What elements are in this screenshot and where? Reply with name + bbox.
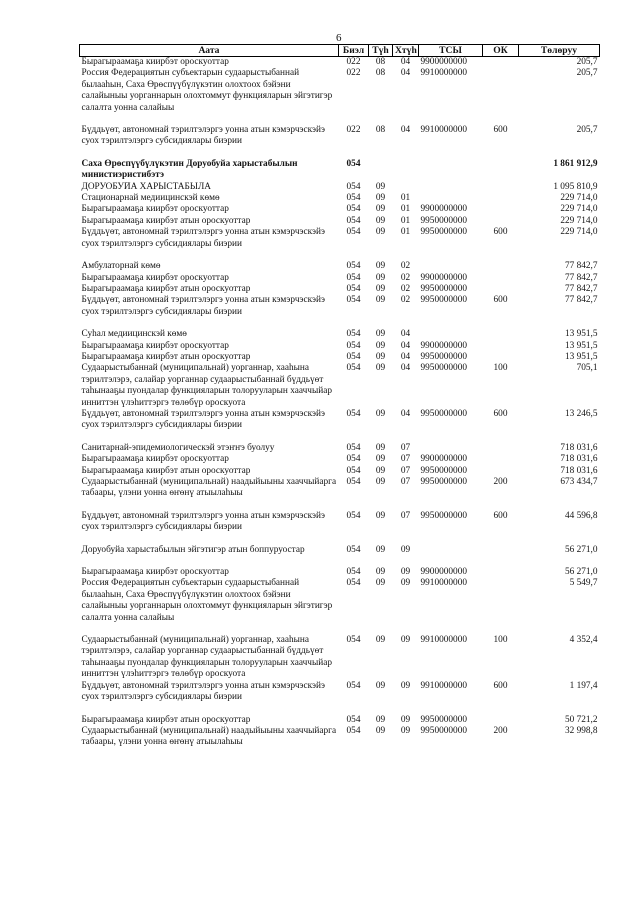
cell-ok: 600 [493, 295, 508, 306]
cell-name: Бырагыраамаҕа киирбэт ороскуоттар [81, 567, 229, 578]
cell-biel: 054 [346, 227, 361, 238]
cell-tyh: 09 [375, 454, 386, 465]
cell-tsy: 9910000000 [420, 125, 467, 136]
cell-name: Судаарыстыбаннай (муниципальнай) уорганнар, хааһына тэрилтэлэрэ, салайар уорганнар судаарыстыбаннай бүддьүөт таһынааҕы пуондалар функцияларын толорууларын хааччыйар инниттэн үлэһиттэргэ төлөбүр ороскуота [81, 635, 332, 680]
cell-value: 13 951,5 [564, 340, 598, 351]
cell-tyh [369, 159, 393, 182]
table-row [80, 204, 600, 215]
spacer-row [80, 148, 600, 159]
cell-tsy: 9950000000 [420, 465, 467, 476]
cell-khtyh: 02 [400, 261, 411, 272]
cell-ok [483, 443, 519, 454]
header-tyh: Түһ [369, 45, 393, 57]
cell-khtyh: 04 [400, 351, 411, 362]
table-row [80, 284, 600, 295]
cell-biel: 022 [346, 68, 361, 79]
cell-khtyh: 01 [400, 204, 411, 215]
cell-tyh: 09 [375, 635, 386, 646]
cell-name: Бырагыраамаҕа киирбэт атын ороскуоттар [81, 351, 251, 362]
cell-biel: 054 [346, 680, 361, 691]
cell-khtyh: 09 [400, 635, 411, 646]
cell-khtyh: 01 [400, 227, 411, 238]
cell-tsy [419, 443, 483, 454]
cell-khtyh: 01 [400, 215, 411, 226]
cell-ok [483, 715, 519, 726]
cell-name: Судаарыстыбаннай (муниципальнай) наадыйыыны хааччыйарга табаары, үлэни уонна өҥөнү атыылаһыы [81, 725, 337, 748]
cell-tyh: 09 [375, 351, 386, 362]
cell-khtyh: 07 [400, 510, 411, 521]
cell-ok [483, 567, 519, 578]
table-row [80, 352, 600, 363]
cell-tyh: 09 [375, 283, 386, 294]
cell-name: Бырагыраамаҕа киирбэт ороскуоттар [81, 272, 229, 283]
cell-biel: 054 [346, 408, 361, 419]
cell-value: 4 352,4 [569, 635, 598, 646]
table-row [80, 329, 600, 340]
cell-tsy [419, 182, 483, 193]
cell-biel: 022 [346, 125, 361, 136]
cell-khtyh: 09 [400, 544, 411, 555]
cell-tsy: 9950000000 [420, 283, 467, 294]
cell-name: Бырагыраамаҕа киирбэт атын ороскуоттар [81, 215, 251, 226]
cell-value: 205,7 [576, 57, 598, 67]
table-row [80, 409, 600, 432]
cell-tyh: 09 [375, 181, 386, 192]
cell-khtyh: 04 [400, 329, 411, 340]
cell-value: 50 721,2 [564, 714, 598, 725]
cell-khtyh: 02 [400, 272, 411, 283]
header-ok: ОК [483, 45, 519, 57]
spacer-cell [80, 500, 600, 511]
table-row [80, 363, 600, 409]
table-row [80, 125, 600, 148]
cell-ok [483, 68, 519, 114]
cell-value: 77 842,7 [564, 283, 598, 294]
cell-tyh: 09 [375, 477, 386, 487]
cell-tsy [419, 261, 483, 272]
cell-tyh: 09 [375, 714, 386, 725]
table-row [80, 57, 600, 69]
table-row [80, 68, 600, 114]
cell-value: 718 031,6 [560, 465, 598, 476]
cell-tsy: 9910000000 [420, 635, 467, 646]
table-row [80, 295, 600, 318]
cell-name: Бырагыраамаҕа киирбэт ороскуоттар [81, 340, 229, 351]
cell-name: Бырагыраамаҕа киирбэт атын ороскуоттар [81, 465, 251, 476]
spacer-cell [80, 624, 600, 635]
cell-khtyh: 04 [400, 408, 411, 419]
cell-biel: 054 [346, 193, 361, 204]
cell-tyh: 08 [375, 68, 386, 79]
cell-biel: 054 [346, 351, 361, 362]
spacer-row [80, 250, 600, 261]
cell-name: Доруобуйа харыстабылын эйгэтигэр атын боппуруостар [81, 544, 305, 555]
cell-value: 5 549,7 [569, 578, 598, 589]
table-row [80, 454, 600, 465]
cell-tyh: 09 [375, 340, 386, 351]
cell-tsy [419, 545, 483, 556]
spacer-cell [80, 114, 600, 125]
cell-value: 229 714,0 [560, 227, 598, 238]
cell-tsy: 9900000000 [420, 204, 467, 215]
cell-tsy: 9900000000 [420, 340, 467, 351]
cell-value: 229 714,0 [560, 204, 598, 215]
cell-tsy [419, 329, 483, 340]
cell-khtyh: 09 [400, 725, 411, 736]
table-row [80, 726, 600, 749]
table-row [80, 578, 600, 624]
cell-name: Бүддьүөт, автономнай тэрилтэлэргэ уонна атын кэмэрчэскэйэ суох тэрилтэлэргэ субсидиялары биэрии [81, 680, 325, 703]
cell-tsy: 9950000000 [420, 227, 467, 238]
cell-khtyh: 04 [400, 363, 411, 374]
cell-value: 205,7 [576, 68, 598, 79]
cell-value: 1 095 810,9 [553, 181, 598, 192]
cell-biel: 022 [346, 57, 361, 67]
cell-ok [483, 193, 519, 204]
cell-name: ДОРУОБУЙА ХАРЫСТАБЫЛА [81, 181, 211, 192]
cell-ok [483, 284, 519, 295]
cell-value: 718 031,6 [560, 454, 598, 465]
cell-name: Судаарыстыбаннай (муниципальнай) наадыйыыны хааччыйарга табаары, үлэни уонна өҥөнү атыылаһыы [81, 477, 337, 499]
header-toloruu: Төлөруу [519, 45, 600, 57]
cell-name: Санитарнай-эпидемиологическэй этэҥҥэ буолуу [81, 442, 275, 453]
cell-ok: 600 [493, 408, 508, 419]
cell-tyh: 09 [375, 567, 386, 578]
cell-biel: 054 [346, 329, 361, 340]
cell-biel: 054 [346, 465, 361, 476]
spacer-row [80, 500, 600, 511]
cell-tsy: 9950000000 [420, 725, 467, 736]
cell-ok [483, 273, 519, 284]
cell-biel: 054 [346, 544, 361, 555]
cell-value: 13 951,5 [564, 329, 598, 340]
cell-tyh: 09 [375, 725, 386, 736]
cell-khtyh [393, 159, 419, 182]
cell-ok [483, 204, 519, 215]
cell-khtyh: 07 [400, 442, 411, 453]
spacer-row [80, 624, 600, 635]
cell-value: 229 714,0 [560, 193, 598, 204]
table-row [80, 227, 600, 250]
table-row [80, 216, 600, 227]
cell-value: 32 998,8 [564, 725, 598, 736]
cell-ok [483, 182, 519, 193]
spacer-row [80, 556, 600, 567]
table-row [80, 182, 600, 193]
cell-value: 673 434,7 [560, 477, 598, 487]
table-row [80, 466, 600, 477]
cell-tyh: 08 [375, 125, 386, 136]
cell-value: 77 842,7 [564, 295, 598, 306]
table-header-row [80, 45, 600, 57]
table-row [80, 159, 600, 182]
spacer-cell [80, 556, 600, 567]
cell-value: 13 246,5 [564, 408, 598, 419]
cell-biel: 054 [346, 204, 361, 215]
cell-tsy: 9950000000 [420, 363, 467, 374]
spacer-cell [80, 318, 600, 329]
cell-tyh: 09 [375, 510, 386, 521]
cell-value: 13 951,5 [564, 351, 598, 362]
spacer-cell [80, 250, 600, 261]
cell-khtyh: 04 [400, 68, 411, 79]
table-row [80, 567, 600, 578]
cell-biel: 054 [346, 442, 361, 453]
spacer-cell [80, 704, 600, 715]
cell-name: Суһал медиицинскэй көмө [81, 329, 187, 340]
table-row [80, 681, 600, 704]
cell-tsy: 9950000000 [420, 408, 467, 419]
cell-biel: 054 [346, 261, 361, 272]
cell-biel: 054 [346, 363, 361, 374]
cell-name: Бүддьүөт, автономнай тэрилтэлэргэ уонна атын кэмэрчэскэйэ суох тэрилтэлэргэ субсидиялары биэрии [81, 510, 325, 533]
cell-tsy: 9950000000 [420, 351, 467, 362]
spacer-row [80, 114, 600, 125]
cell-tsy: 9910000000 [420, 68, 467, 79]
cell-name: Россия Федерациятын субъектарын судаарыстыбаннай былааһын, Саха Өрөспүүбүлүкэтин олохтоох бэйэни салайыныы уорганнарын олохтоммут функцияларын эйгэтигэр салалта уонна салайыы [81, 68, 333, 113]
cell-tsy: 9950000000 [420, 215, 467, 226]
cell-tyh: 09 [375, 261, 386, 272]
spacer-row [80, 704, 600, 715]
header-tsy: ТСЫ [419, 45, 483, 57]
cell-name: Стационарнай медиицинскэй көмө [81, 193, 220, 204]
cell-tsy: 9900000000 [420, 567, 467, 578]
cell-tyh: 09 [375, 272, 386, 283]
cell-biel: 054 [346, 567, 361, 578]
cell-value: 718 031,6 [560, 442, 598, 453]
cell-tyh: 09 [375, 227, 386, 238]
cell-ok [483, 341, 519, 352]
header-biel: Биэл [339, 45, 369, 57]
cell-ok [483, 454, 519, 465]
cell-ok: 600 [493, 510, 508, 521]
cell-khtyh: 09 [400, 578, 411, 589]
cell-biel: 054 [346, 578, 361, 589]
cell-value: 1 197,4 [569, 680, 598, 691]
cell-value: 1 861 912,9 [553, 158, 598, 169]
cell-name: Бүддьүөт, автономнай тэрилтэлэргэ уонна атын кэмэрчэскэйэ суох тэрилтэлэргэ субсидиялары биэрии [81, 125, 325, 147]
cell-value: 56 271,0 [564, 544, 598, 555]
cell-biel: 054 [346, 295, 361, 306]
cell-tyh: 09 [375, 442, 386, 453]
cell-biel: 054 [346, 340, 361, 351]
spacer-cell [80, 148, 600, 159]
cell-name: Амбулаторнай көмө [81, 261, 161, 272]
cell-ok [483, 578, 519, 624]
cell-tyh: 09 [375, 363, 386, 374]
cell-khtyh: 09 [400, 567, 411, 578]
cell-name: Бүддьүөт, автономнай тэрилтэлэргэ уонна атын кэмэрчэскэйэ суох тэрилтэлэргэ субсидиялары биэрии [81, 295, 325, 317]
cell-biel: 054 [346, 477, 361, 487]
cell-tsy: 9950000000 [420, 295, 467, 306]
cell-value: 56 271,0 [564, 567, 598, 578]
table-row [80, 273, 600, 284]
cell-khtyh: 07 [400, 454, 411, 465]
cell-biel: 054 [346, 158, 361, 169]
cell-tsy: 9900000000 [420, 272, 467, 283]
table-row [80, 193, 600, 204]
cell-tsy: 9950000000 [420, 510, 467, 521]
cell-khtyh: 01 [400, 193, 411, 204]
cell-tsy: 9950000000 [420, 714, 467, 725]
cell-biel: 054 [346, 215, 361, 226]
page-number: 6 [336, 32, 342, 44]
budget-table [79, 44, 600, 749]
cell-tsy [419, 193, 483, 204]
cell-biel: 054 [346, 725, 361, 736]
cell-name: Бырагыраамаҕа киирбэт ороскуоттар [81, 204, 229, 215]
cell-khtyh: 04 [400, 340, 411, 351]
cell-name: Бүддьүөт, автономнай тэрилтэлэргэ уонна атын кэмэрчэскэйэ суох тэрилтэлэргэ субсидиялары биэрии [81, 408, 325, 431]
cell-tyh: 09 [375, 544, 386, 555]
cell-khtyh: 04 [400, 57, 411, 67]
cell-tyh: 08 [375, 57, 386, 67]
cell-ok [483, 466, 519, 477]
cell-ok [483, 545, 519, 556]
cell-ok: 200 [493, 725, 508, 736]
table-body [80, 57, 600, 749]
cell-khtyh: 09 [400, 714, 411, 725]
table-row [80, 443, 600, 454]
cell-tyh: 09 [375, 295, 386, 306]
cell-ok: 100 [493, 363, 508, 374]
cell-biel: 054 [346, 635, 361, 646]
cell-value: 229 714,0 [560, 215, 598, 226]
cell-tyh: 09 [375, 193, 386, 204]
cell-khtyh: 02 [400, 283, 411, 294]
cell-tyh: 09 [375, 578, 386, 589]
cell-biel: 054 [346, 283, 361, 294]
table-row [80, 511, 600, 534]
cell-khtyh: 02 [400, 295, 411, 306]
cell-ok [483, 352, 519, 363]
cell-tsy: 9910000000 [420, 578, 467, 589]
cell-tyh: 09 [375, 408, 386, 419]
cell-tyh: 09 [375, 215, 386, 226]
cell-ok: 600 [493, 227, 508, 238]
cell-ok [483, 329, 519, 340]
cell-tyh: 09 [375, 680, 386, 691]
cell-value: 705,1 [576, 363, 598, 374]
cell-ok: 200 [493, 477, 508, 487]
cell-name: Бырагыраамаҕа киирбэт ороскуоттар [81, 454, 229, 465]
cell-ok [483, 216, 519, 227]
cell-khtyh: 07 [400, 477, 411, 487]
cell-khtyh: 04 [400, 125, 411, 136]
cell-value: 205,7 [576, 125, 598, 136]
cell-khtyh: 09 [400, 680, 411, 691]
cell-tsy: 9950000000 [420, 477, 467, 487]
cell-name: Судаарыстыбаннай (муниципальнай) уорганнар, хааһына тэрилтэлэрэ, салайар уорганнар судаарыстыбаннай бүддьүөт таһынааҕы пуондалар функцияларын толорууларын хааччыйар инниттэн үлэһиттэргэ төлөбүр ороскуота [81, 363, 332, 408]
cell-khtyh [393, 182, 419, 193]
spacer-cell [80, 432, 600, 443]
cell-tsy [419, 159, 483, 182]
cell-tsy: 9900000000 [420, 57, 467, 67]
table-row [80, 341, 600, 352]
table-row [80, 477, 600, 500]
cell-tyh: 09 [375, 329, 386, 340]
cell-tsy: 9900000000 [420, 454, 467, 465]
cell-khtyh: 07 [400, 465, 411, 476]
cell-name: Бырагыраамаҕа киирбэт ороскуоттар [81, 57, 229, 67]
cell-name: Бүддьүөт, автономнай тэрилтэлэргэ уонна атын кэмэрчэскэйэ суох тэрилтэлэргэ субсидиялары биэрии [81, 227, 325, 249]
cell-biel: 054 [346, 272, 361, 283]
cell-ok [483, 261, 519, 272]
table-row [80, 545, 600, 556]
header-name: Аата [80, 45, 339, 57]
cell-biel: 054 [346, 714, 361, 725]
cell-name: Россия Федерациятын субъектарын судаарыстыбаннай былааһын, Саха Өрөспүүбүлүкэтин олохтоох бэйэни салайыныы уорганнарын олохтоммут функцияларын эйгэтигэр салалта уонна салайыы [81, 578, 333, 623]
cell-name: Бырагыраамаҕа киирбэт атын ороскуоттар [81, 714, 251, 725]
cell-ok: 600 [493, 680, 508, 691]
cell-tyh: 09 [375, 465, 386, 476]
cell-biel: 054 [346, 454, 361, 465]
header-khtyh: Хтүһ [393, 45, 419, 57]
cell-value: 44 596,8 [564, 510, 598, 521]
cell-ok: 100 [493, 635, 508, 646]
cell-biel: 054 [346, 510, 361, 521]
cell-ok [483, 159, 519, 182]
cell-biel: 054 [346, 181, 361, 192]
cell-name: Бырагыраамаҕа киирбэт атын ороскуоттар [81, 283, 251, 294]
table-row [80, 261, 600, 272]
table-row [80, 715, 600, 726]
cell-tyh: 09 [375, 204, 386, 215]
spacer-cell [80, 534, 600, 545]
spacer-row [80, 318, 600, 329]
spacer-row [80, 432, 600, 443]
cell-ok: 600 [493, 125, 508, 136]
cell-name: Саха Өрөспүүбүлүкэтин Доруобуйа харыстабылын министиэристибэтэ [81, 158, 298, 181]
cell-ok [483, 57, 519, 69]
spacer-row [80, 534, 600, 545]
cell-value: 77 842,7 [564, 261, 598, 272]
cell-tsy: 9910000000 [420, 680, 467, 691]
table-row [80, 635, 600, 681]
cell-value: 77 842,7 [564, 272, 598, 283]
